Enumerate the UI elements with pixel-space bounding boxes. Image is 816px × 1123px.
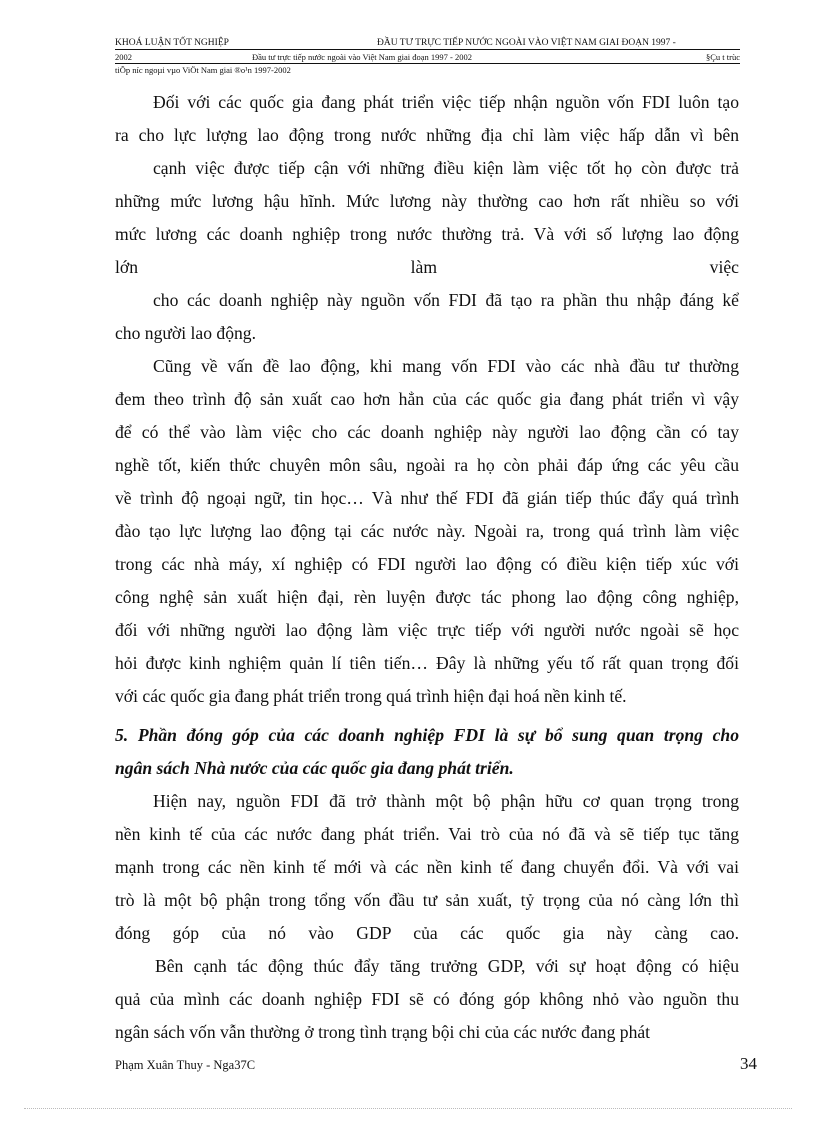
- text-line: trò là một bộ phận trong tổng vốn đầu tư sản xuất, tỷ trọng của nó càng lớn thì: [115, 890, 739, 910]
- author-name: Phạm Xuân Thuy - Nga37C: [115, 1058, 256, 1072]
- text-line: công nghệ sản xuất hiện đại, rèn luyện được tác phong lao động công nghiệp,: [115, 587, 739, 607]
- header-line2-year: 2002: [115, 52, 132, 62]
- text-line: nền kinh tế của các nước đang phát triển. Vai trò của nó đã và sẽ tiếp tục tăng: [115, 824, 739, 844]
- paragraph: [115, 785, 739, 1049]
- text-line: Bên cạnh tác động thúc đẩy tăng trưởng GDP, với sự hoạt động có hiệu: [155, 956, 739, 976]
- text-line: nghề tốt, kiến thức chuyên môn sâu, ngoài ra họ còn phải đáp ứng các yêu cầu: [115, 455, 739, 475]
- text-line: lớn làm việc: [115, 257, 739, 277]
- text-line: Đối với các quốc gia đang phát triển việc tiếp nhận nguồn vốn FDI luôn tạo: [153, 92, 739, 112]
- page-number: 34: [740, 1054, 757, 1073]
- text-line: ngân sách vốn vẫn thường ở trong tình trạng bội chi của các nước đang phát: [115, 1022, 651, 1042]
- running-header-line3: tiÕp níc ngoµi vµo ViÖt Nam giai ®o¹n 1997-2002: [115, 65, 291, 75]
- page-footer: [115, 1054, 757, 1076]
- heading-line: ngân sách Nhà nước của các quốc gia đang phát triển.: [115, 758, 514, 778]
- text-line: cho người lao động.: [115, 323, 256, 343]
- text-line: những mức lương hậu hĩnh. Mức lương này thường cao hơn rất nhiều so với: [115, 191, 739, 211]
- header-line2-title: Đầu tư trực tiếp nước ngoài vào Việt Nam giai đoạn 1997 - 2002: [252, 52, 472, 62]
- text-line: mạnh trong các nền kinh tế mới và các nền kinh tế đang chuyển đổi. Và với vai: [115, 857, 739, 877]
- heading-line: 5. Phần đóng góp của các doanh nghiệp FDI là sự bổ sung quan trọng cho: [115, 725, 739, 745]
- text-line: quả của mình các doanh nghiệp FDI sẽ có đóng góp không nhỏ vào nguồn thu: [115, 989, 739, 1009]
- header-right: ĐẦU TƯ TRỰC TIẾP NƯỚC NGOÀI VÀO VIỆT NAM GIAI ĐOẠN 1997 -: [377, 38, 676, 48]
- text-line: ra cho lực lượng lao động trong nước những địa chỉ làm việc hấp dẫn vì bên: [115, 125, 739, 145]
- text-line: hỏi được kinh nghiệm quản lí tiên tiến… Đây là những yếu tố rất quan trọng đối: [115, 653, 739, 673]
- header-line2-garbled: §Çu t trùc: [706, 52, 740, 62]
- document-body: [115, 86, 739, 1049]
- running-header-line2: [115, 52, 740, 64]
- header-left: KHOÁ LUẬN TỐT NGHIỆP: [115, 38, 229, 48]
- section-heading: [115, 719, 739, 785]
- text-line: với các quốc gia đang phát triển trong quá trình hiện đại hoá nền kinh tế.: [115, 686, 627, 706]
- text-line: cạnh việc được tiếp cận với những điều kiện làm việc tốt họ còn được trả: [153, 158, 739, 178]
- text-line: đào tạo lực lượng lao động tại các nước này. Ngoài ra, trong quá trình làm việc: [115, 521, 739, 541]
- text-line: Hiện nay, nguồn FDI đã trở thành một bộ phận hữu cơ quan trọng trong: [153, 791, 739, 811]
- running-header: [115, 38, 740, 50]
- paragraph: [115, 86, 739, 350]
- text-line: Cũng về vấn đề lao động, khi mang vốn FDI vào các nhà đầu tư thường: [153, 356, 739, 376]
- text-line: trong các nhà máy, xí nghiệp có FDI người lao động có điều kiện tiếp xúc với: [115, 554, 739, 574]
- text-line: mức lương các doanh nghiệp trong nước thường trả. Và với số lượng lao động: [115, 224, 739, 244]
- text-line: đem theo trình độ sản xuất cao hơn hẳn của các quốc gia đang phát triển vì vậy: [115, 389, 739, 409]
- text-line: đối với những người lao động làm việc trực tiếp với người nước ngoài sẽ học: [115, 620, 739, 640]
- text-line: để có thể vào làm việc cho các doanh nghiệp này người lao động cần có tay: [115, 422, 739, 442]
- text-line: cho các doanh nghiệp này nguồn vốn FDI đã tạo ra phần thu nhập đáng kể: [153, 290, 739, 310]
- text-line: đóng góp của nó vào GDP của các quốc gia này càng cao.: [115, 923, 739, 943]
- paragraph: [115, 350, 739, 713]
- text-line: về trình độ ngoại ngữ, tin học… Và như thế FDI đã gián tiếp thúc đẩy quá trình: [115, 488, 739, 508]
- page-bottom-rule: [24, 1108, 792, 1109]
